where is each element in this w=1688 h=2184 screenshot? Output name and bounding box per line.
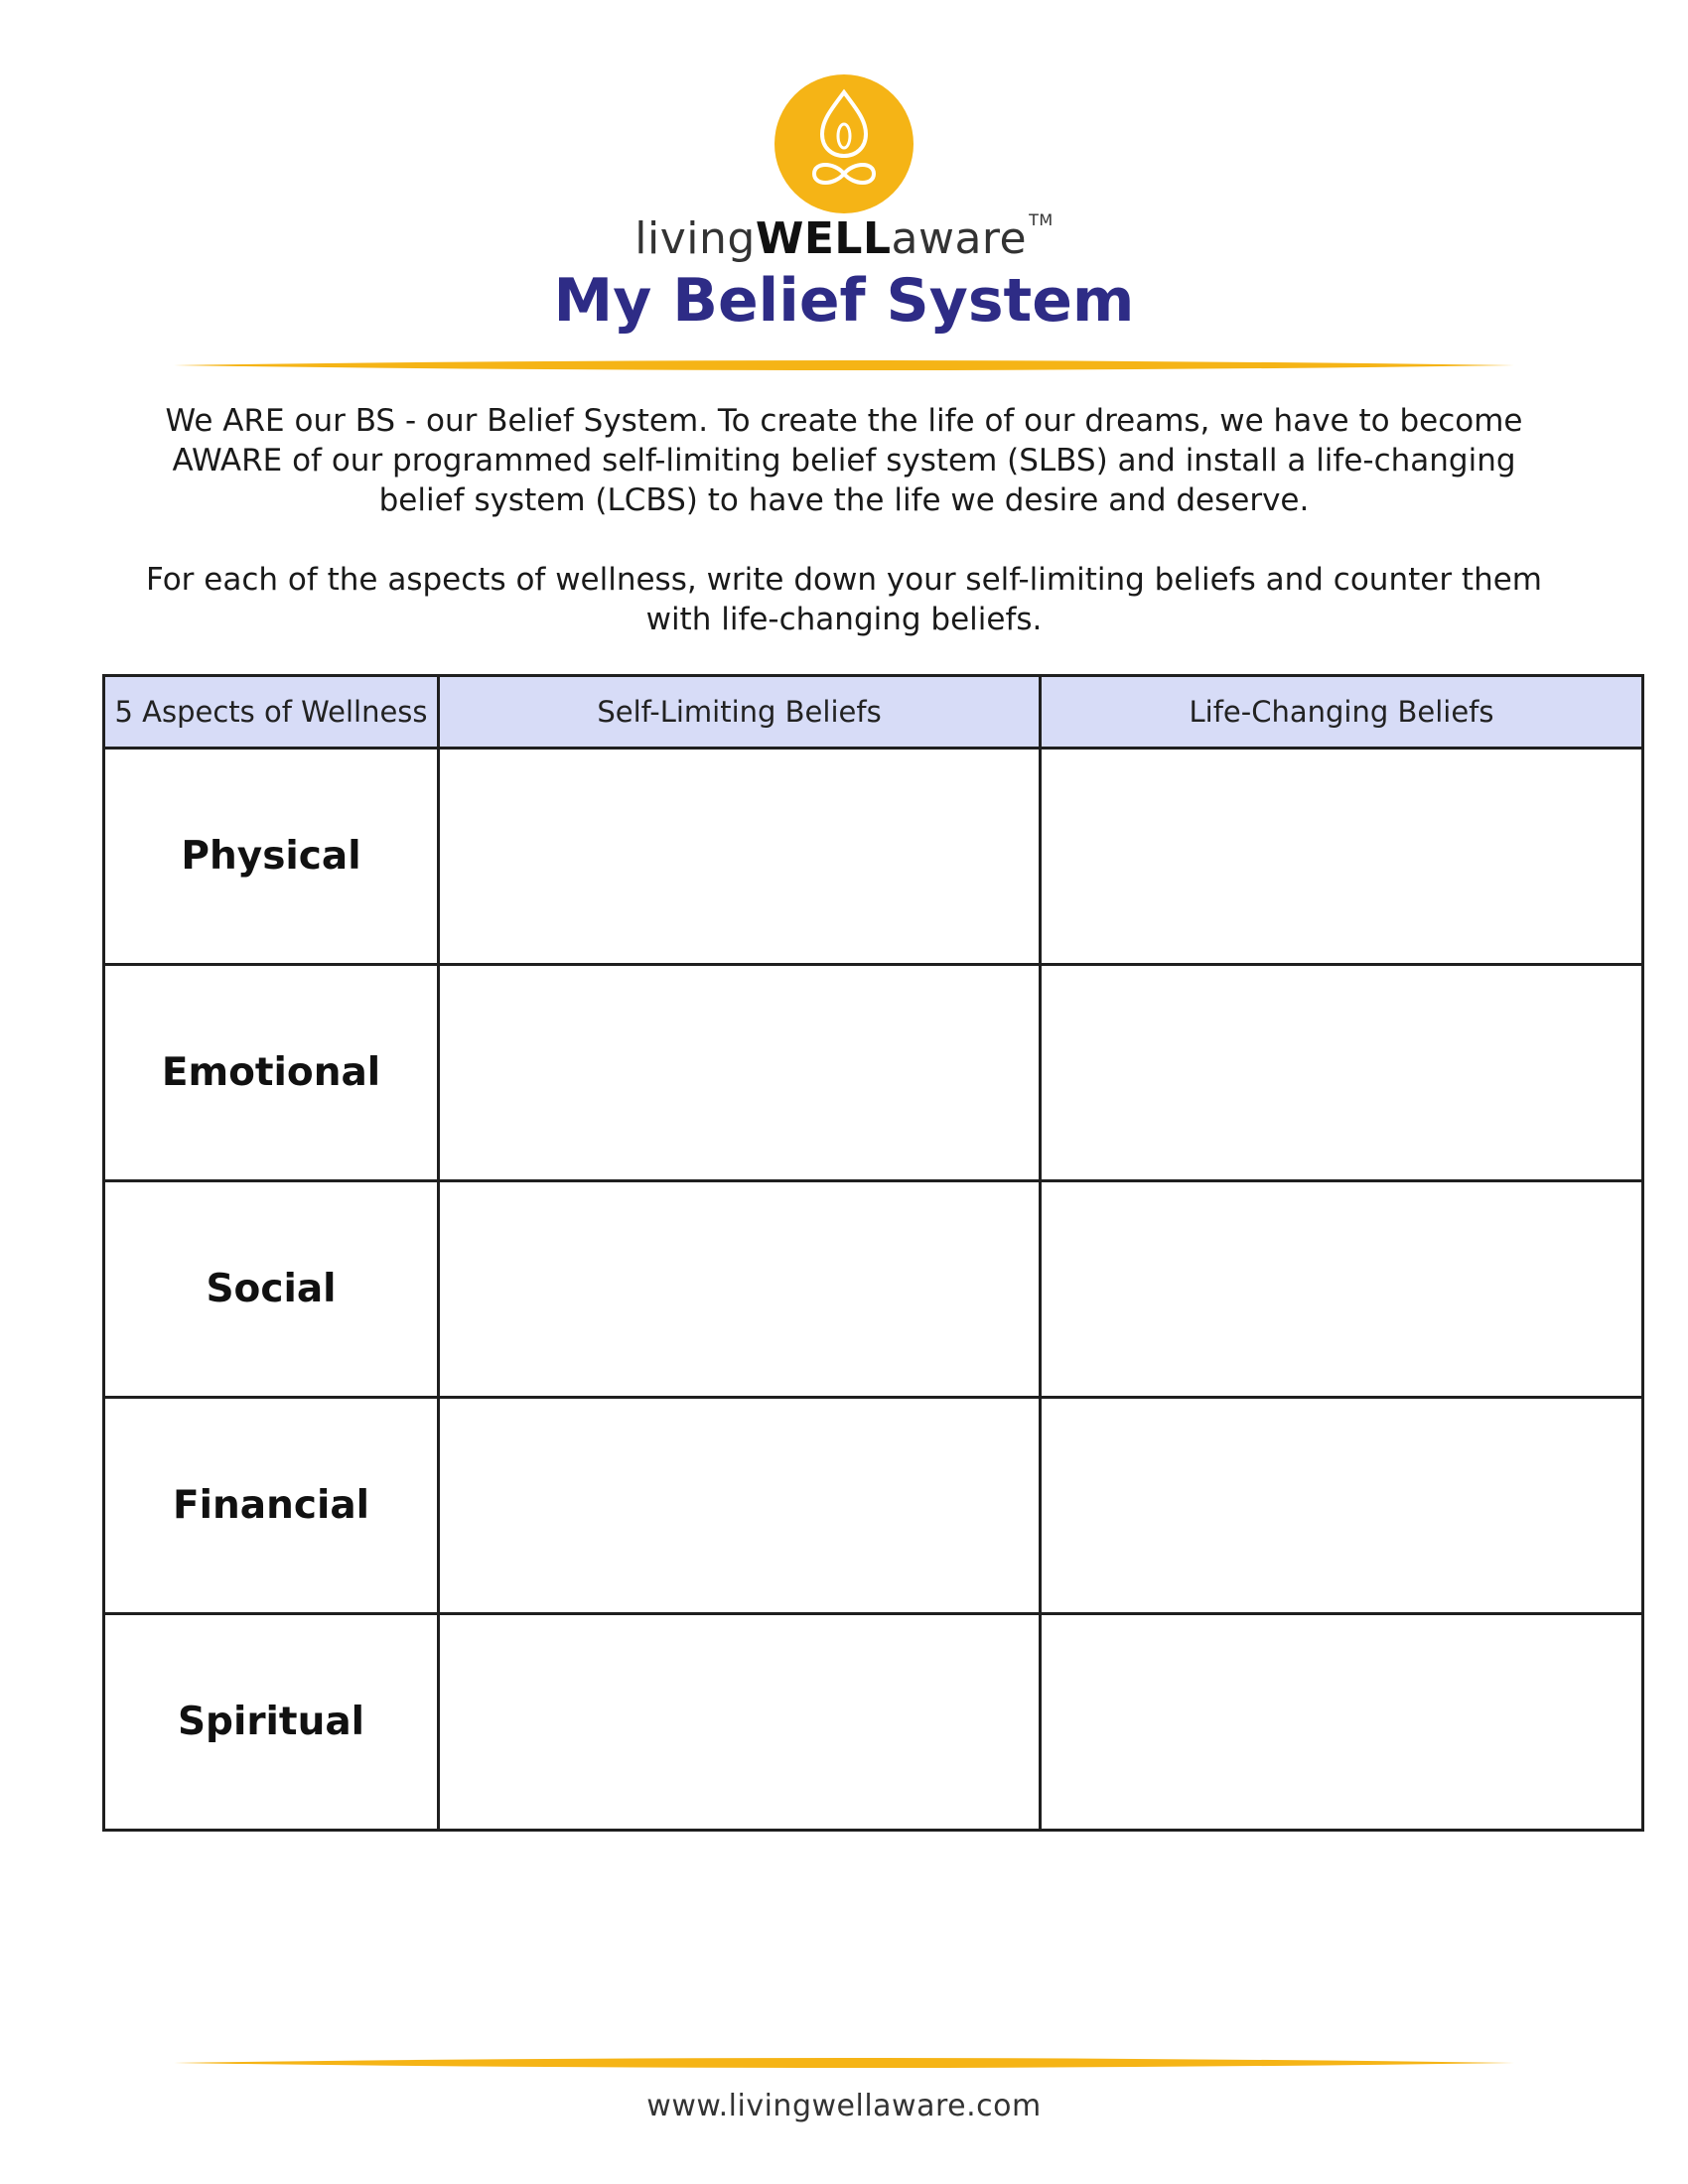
life-changing-field[interactable] (1041, 965, 1643, 1181)
page-title: My Belief System (553, 266, 1135, 336)
life-changing-field[interactable] (1041, 1614, 1643, 1831)
aspect-label: Emotional (104, 965, 439, 1181)
self-limiting-field[interactable] (439, 965, 1041, 1181)
footer-url[interactable]: www.livingwellaware.com (646, 2089, 1042, 2123)
self-limiting-field[interactable] (439, 1398, 1041, 1614)
self-limiting-field[interactable] (439, 1181, 1041, 1398)
intro-text (139, 401, 1549, 639)
self-limiting-field[interactable] (439, 1614, 1041, 1831)
brand-aware: aware (891, 213, 1028, 264)
table-row (104, 1181, 1643, 1398)
table-row (104, 749, 1643, 965)
belief-table (102, 674, 1644, 1832)
table-row (104, 1398, 1643, 1614)
life-changing-field[interactable] (1041, 749, 1643, 965)
table-row (104, 1614, 1643, 1831)
intro-paragraph-2: For each of the aspects of wellness, write down your self-limiting beliefs and counter them with life-changing beliefs. (145, 562, 1542, 637)
intro-paragraph-1: We ARE our BS - our Belief System. To create the life of our dreams, we have to become AWARE of our programmed self-limiting belief system (SLBS) and install a life-changing belief system (LCBS) to have the life we desire and deserve. (165, 403, 1523, 518)
header-self-limiting: Self-Limiting Beliefs (439, 676, 1041, 749)
life-changing-field[interactable] (1041, 1398, 1643, 1614)
life-changing-field[interactable] (1041, 1181, 1643, 1398)
aspect-label: Financial (104, 1398, 439, 1614)
bottom-divider (174, 2056, 1514, 2070)
aspect-label: Spiritual (104, 1614, 439, 1831)
aspect-label: Physical (104, 749, 439, 965)
meditation-flame-infinity-icon (774, 74, 914, 213)
header-life-changing: Life-Changing Beliefs (1041, 676, 1643, 749)
self-limiting-field[interactable] (439, 749, 1041, 965)
table-row (104, 965, 1643, 1181)
trademark: TM (1029, 210, 1054, 229)
brand-living: living (634, 213, 756, 264)
header-aspects: 5 Aspects of Wellness (104, 676, 439, 749)
brand-well: WELL (755, 213, 892, 264)
top-divider (174, 358, 1514, 372)
brand-wordmark (0, 210, 1688, 264)
table-header-row (104, 676, 1643, 749)
aspect-label: Social (104, 1181, 439, 1398)
